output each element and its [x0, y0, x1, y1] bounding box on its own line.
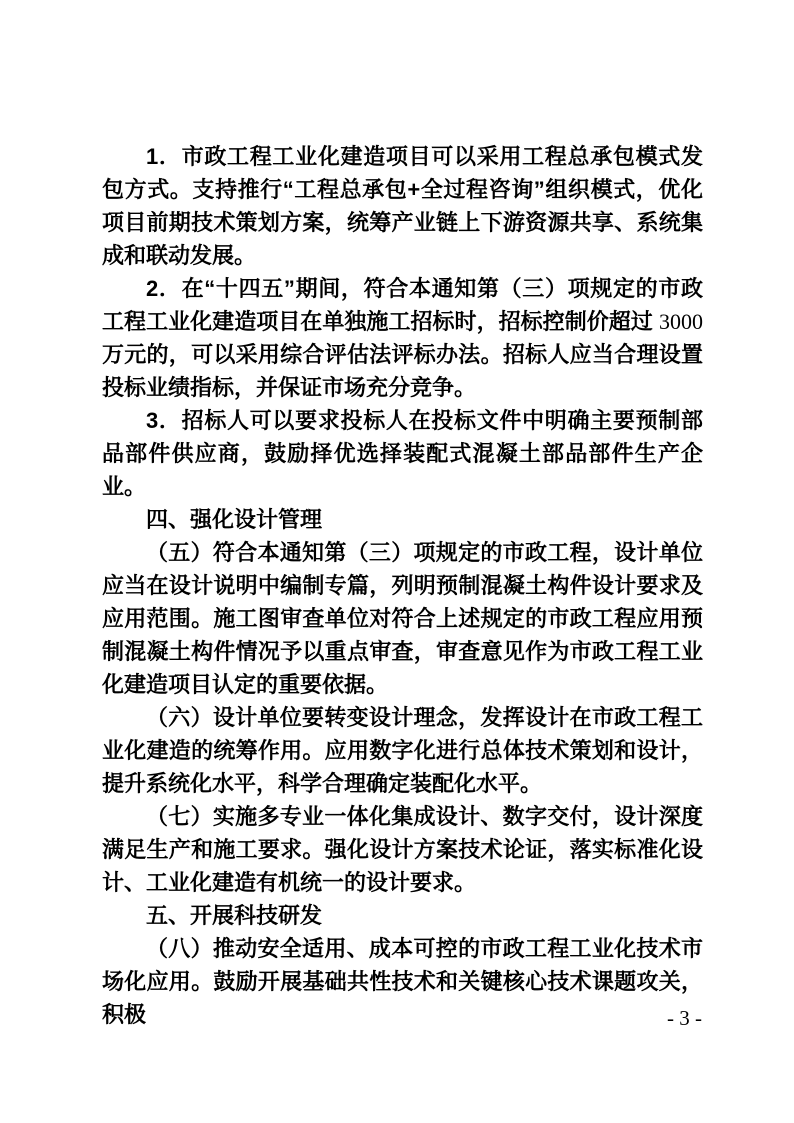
- paragraph-text-before-number: 2．在“十四五”期间，符合本通知第（三）项规定的市政工程工业化建造项目在单独施工招标时，招标控制价超过: [102, 276, 703, 334]
- paragraph-item-1: 1．市政工程工业化建造项目可以采用工程总承包模式发包方式。支持推行“工程总承包+全过程咨询”组织模式，优化项目前期技术策划方案，统筹产业链上下游资源共享、系统集成和联动发展。: [102, 144, 703, 268]
- document-body: [102, 140, 703, 1031]
- paragraph-item-3: 3．招标人可以要求投标人在投标文件中明确主要预制部品部件供应商，鼓励择优选择装配式混凝土部品部件生产企业。: [102, 408, 703, 499]
- section-heading-5: 五、开展科技研发: [146, 903, 323, 928]
- paragraph-text-after-number: 万元的，可以采用综合评估法评标办法。招标人应当合理设置投标业绩指标，并保证市场充分竞争。: [102, 342, 703, 400]
- paragraph-item-2: [102, 272, 703, 404]
- paragraph-item-5: （五）符合本通知第（三）项规定的市政工程，设计单位应当在设计说明中编制专篇，列明预制混凝土构件设计要求及应用范围。施工图审查单位对符合上述规定的市政工程应用预制混凝土构件情况予以重点审查，审查意见作为市政工程工业化建造项目认定的重要依据。: [102, 540, 703, 697]
- paragraph-item-6: （六）设计单位要转变设计理念，发挥设计在市政工程工业化建造的统筹作用。应用数字化进行总体技术策划和设计，提升系统化水平，科学合理确定装配化水平。: [102, 705, 703, 796]
- tender-price-threshold-number: 3000: [659, 309, 703, 334]
- section-heading-4: 四、强化设计管理: [146, 507, 323, 532]
- page-number: - 3 -: [667, 1006, 702, 1030]
- paragraph-item-8: （八）推动安全适用、成本可控的市政工程工业化技术市场化应用。鼓励开展基础共性技术和关键核心技术课题攻关，积极: [102, 936, 703, 1027]
- paragraph-item-7: （七）实施多专业一体化集成设计、数字交付，设计深度满足生产和施工要求。强化设计方案技术论证，落实标准化设计、工业化建造有机统一的设计要求。: [102, 804, 703, 895]
